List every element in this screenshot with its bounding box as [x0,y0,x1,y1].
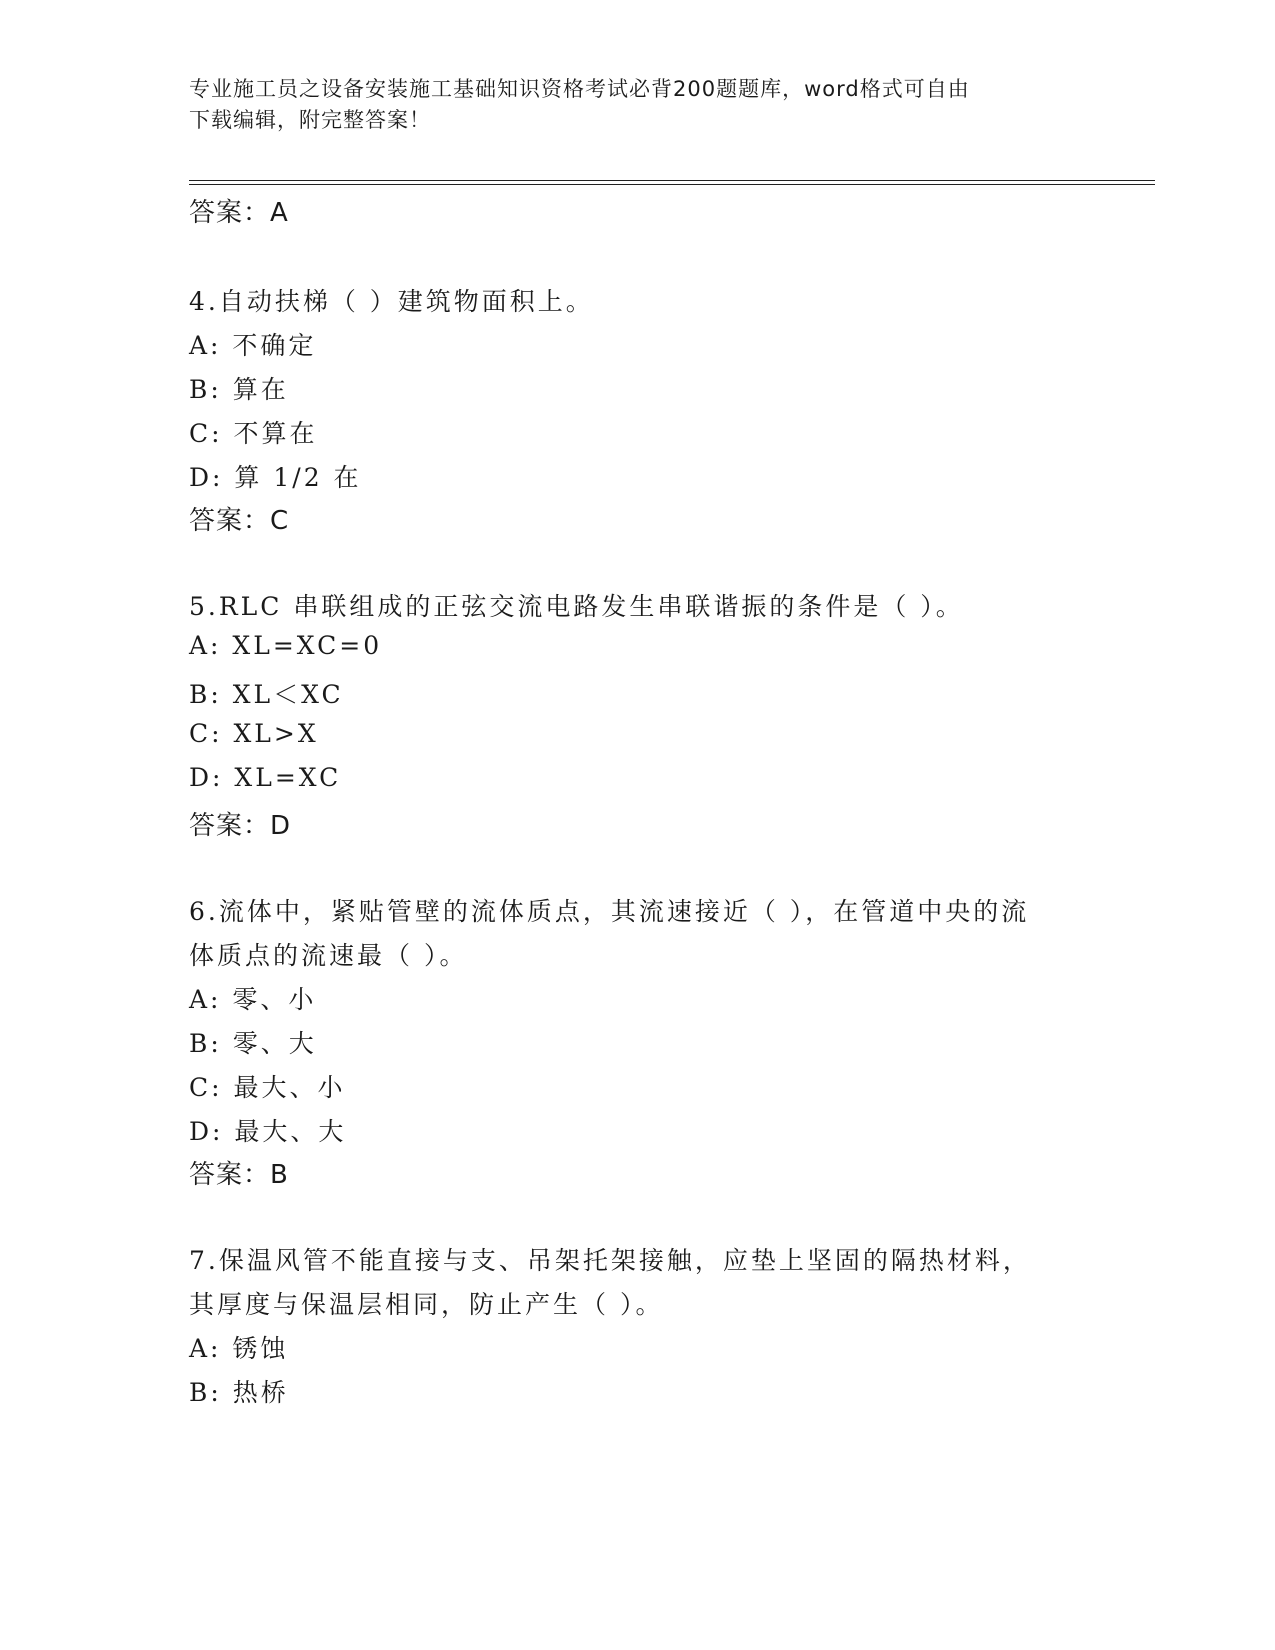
answer-prev: 答案：A [189,198,289,228]
option-b: B: 算在 [189,375,289,404]
option-a: A: 不确定 [189,331,317,360]
option-b: B: 热桥 [189,1378,289,1407]
header-divider-bottom [189,184,1155,185]
question-stem-line-2: 其厚度与保温层相同，防止产生（ ）。 [189,1290,664,1319]
option-d: D: 最大、大 [189,1117,347,1146]
answer: 答案：C [189,506,290,536]
option-a: A: XL=XC=0 [189,631,383,660]
option-b: B: 零、大 [189,1029,317,1058]
header-divider-top [189,180,1155,181]
option-b: B: XL＜XC [189,680,344,709]
option-a: A: 零、小 [189,985,317,1014]
question-stem-line-1: 6.流体中，紧贴管壁的流体质点，其流速接近（ ），在管道中央的流 [189,897,1030,926]
header-line-1: 专业施工员之设备安装施工基础知识资格考试必背200题题库，word格式可自由 [189,77,970,101]
answer: 答案：B [189,1160,289,1190]
option-a: A: 锈蚀 [189,1334,289,1363]
question-stem: 4.自动扶梯（ ）建筑物面积上。 [189,287,594,316]
option-c: C: 不算在 [189,419,318,448]
question-stem: 5.RLC 串联组成的正弦交流电路发生串联谐振的条件是（ ）。 [189,592,964,621]
option-c: C: 最大、小 [189,1073,346,1102]
question-stem-line-1: 7.保温风管不能直接与支、吊架托架接触，应垫上坚固的隔热材料， [189,1246,1031,1275]
document-header [189,74,1089,136]
option-c: C: XL>X [189,719,319,748]
header-line-2: 下载编辑，附完整答案！ [189,108,431,132]
option-d: D: XL=XC [189,763,342,792]
option-d: D: 算 1/2 在 [189,463,362,492]
question-stem-line-2: 体质点的流速最（ ）。 [189,941,468,970]
answer: 答案：D [189,811,292,841]
